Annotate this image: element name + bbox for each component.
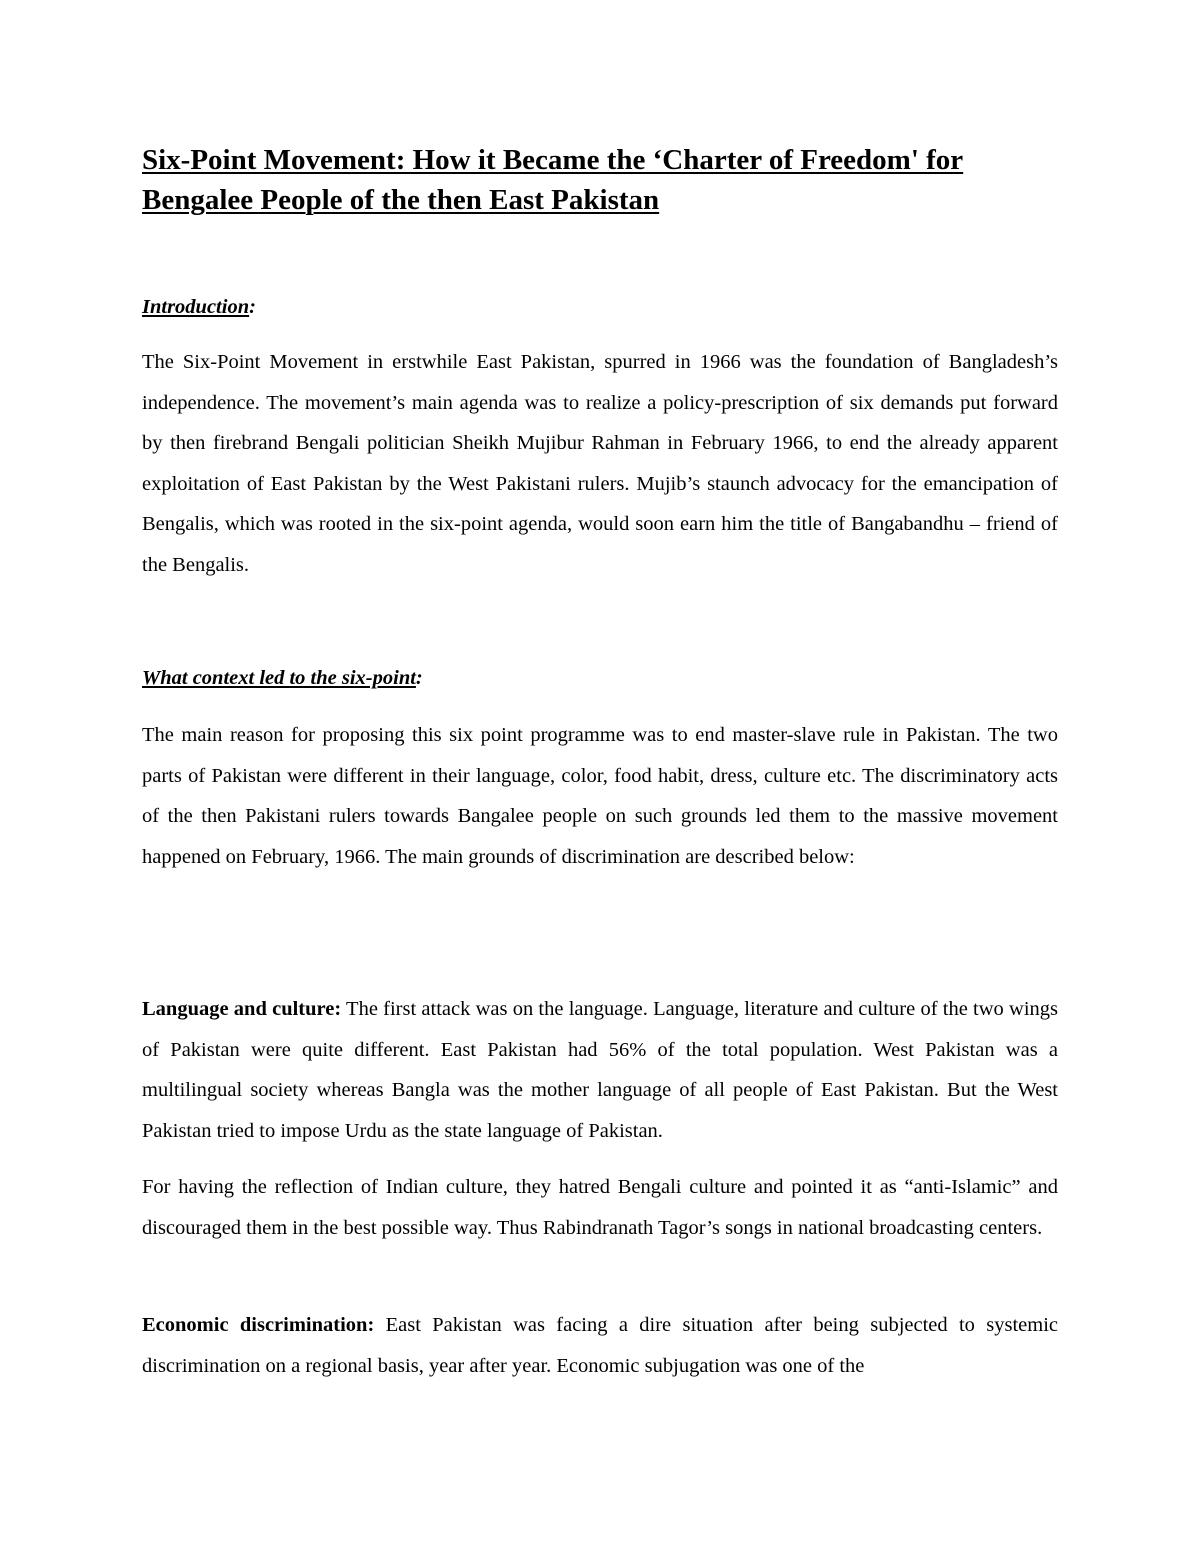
- introduction-heading-text: Introduction: [142, 296, 250, 318]
- introduction-paragraph: The Six-Point Movement in erstwhile East Pakistan, spurred in 1966 was the foundation of Bangladesh’s independence. The movement’s main agenda was to realize a policy-prescription of six demands put forward by then firebrand Bengali politician Sheikh Mujibur Rahman in February 1966, to end the already apparent exploitation of East Pakistan by the West Pakistani rulers. Mujib’s staunch advocacy for the emancipation of Bengalis, which was rooted in the six-point agenda, would soon earn him the title of Bangabandhu – friend of the Bengalis.: [142, 351, 1058, 576]
- language-culture-text: The first attack was on the language. Language, literature and culture of the two wings of Pakistan were quite different. East Pakistan had 56% of the total population. West Pakistan was a multilingual society whereas Bangla was the mother language of all people of East Pakistan. But the West Pakistan tried to impose Urdu as the state language of Pakistan.: [142, 998, 1058, 1142]
- economic-text: East Pakistan was facing a dire situation after being subjected to systemic discrimination on a regional basis, year after year. Economic subjugation was one of the: [142, 1314, 1058, 1377]
- culture-paragraph: For having the reflection of Indian culture, they hatred Bengali culture and pointed it as “anti-Islamic” and discouraged them in the best possible way. Thus Rabindranath Tagor’s songs in national broadcasting centers.: [142, 1176, 1058, 1239]
- context-heading-colon: :: [415, 667, 423, 689]
- language-culture-paragraph: [142, 989, 1058, 1151]
- introduction-heading-colon: :: [249, 296, 256, 318]
- context-heading-text: What context led to the six-point: [142, 667, 416, 689]
- economic-label: Economic discrimination:: [142, 1314, 375, 1336]
- context-paragraph: The main reason for proposing this six point programme was to end master-slave rule in Pakistan. The two parts of Pakistan were different in their language, color, food habit, dress, culture etc. The discriminatory acts of the then Pakistani rulers towards Bangalee people on such grounds led them to the massive movement happened on February, 1966. The main grounds of discrimination are described below:: [142, 724, 1058, 868]
- language-culture-label: Language and culture:: [142, 998, 342, 1020]
- introduction-heading: [142, 295, 256, 319]
- economic-paragraph: [142, 1305, 1058, 1386]
- context-heading: [142, 666, 423, 690]
- document-title: Six-Point Movement: How it Became the ‘Charter of Freedom' for Bengalee People of the then East Pakistan: [142, 144, 964, 216]
